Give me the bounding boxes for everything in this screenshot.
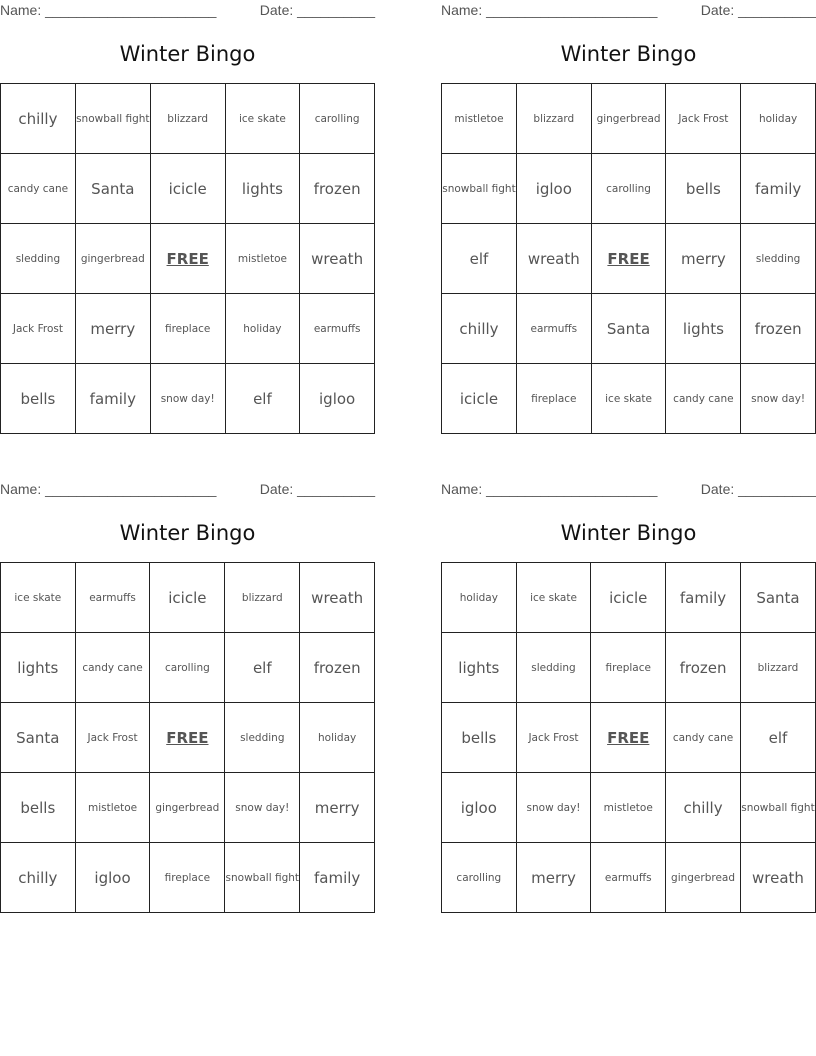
bingo-cell: Jack Frost (666, 84, 741, 154)
bingo-grid (0, 562, 375, 913)
date-field: Date: __________ (700, 2, 816, 18)
free-space: FREE (591, 224, 666, 294)
bingo-cell: frozen (300, 633, 375, 703)
bingo-cell: ice skate (1, 563, 76, 633)
bingo-cell: elf (740, 703, 815, 773)
bingo-cell: snow day! (741, 364, 816, 434)
bingo-cell: icicle (150, 154, 225, 224)
bingo-cell: mistletoe (75, 773, 150, 843)
bingo-cell: mistletoe (442, 84, 517, 154)
bingo-cell: carolling (150, 633, 225, 703)
bingo-cell: bells (666, 154, 741, 224)
bingo-cell: family (666, 563, 741, 633)
bingo-cell: snow day! (150, 364, 225, 434)
bingo-cell: elf (225, 633, 300, 703)
bingo-cell: blizzard (225, 563, 300, 633)
bingo-cell: earmuffs (516, 294, 591, 364)
bingo-cell: lights (225, 154, 300, 224)
bingo-cell: igloo (516, 154, 591, 224)
bingo-cell: merry (75, 294, 150, 364)
bingo-cell: ice skate (516, 563, 591, 633)
date-field: Date: __________ (259, 481, 375, 497)
bingo-cell: elf (442, 224, 517, 294)
bingo-cell: wreath (300, 224, 375, 294)
bingo-cell: gingerbread (591, 84, 666, 154)
bingo-cell: family (741, 154, 816, 224)
bingo-cell: frozen (741, 294, 816, 364)
card-title: Winter Bingo (119, 42, 256, 66)
free-space: FREE (591, 703, 666, 773)
bingo-cell: blizzard (740, 633, 815, 703)
card-header (441, 479, 816, 499)
bingo-cell: chilly (1, 843, 76, 913)
bingo-cell: fireplace (150, 294, 225, 364)
bingo-cell: bells (1, 773, 76, 843)
bingo-cell: wreath (740, 843, 815, 913)
name-field: Name: ______________________ (0, 2, 217, 18)
bingo-cell: merry (300, 773, 375, 843)
bingo-cell: lights (442, 633, 517, 703)
bingo-card-4 (441, 479, 816, 887)
card-header (0, 479, 375, 499)
date-field: Date: __________ (259, 2, 375, 18)
bingo-cell: carolling (300, 84, 375, 154)
bingo-cell: lights (666, 294, 741, 364)
bingo-cell: earmuffs (75, 563, 150, 633)
bingo-cell: Santa (591, 294, 666, 364)
bingo-card-3 (0, 479, 375, 887)
bingo-cell: snow day! (225, 773, 300, 843)
bingo-cell: sledding (225, 703, 300, 773)
bingo-cell: snow day! (516, 773, 591, 843)
free-space: FREE (150, 224, 225, 294)
bingo-cell: bells (442, 703, 517, 773)
date-field: Date: __________ (700, 481, 816, 497)
bingo-cell: snowball fight (740, 773, 815, 843)
bingo-cell: ice skate (225, 84, 300, 154)
bingo-cell: merry (666, 224, 741, 294)
bingo-cell: earmuffs (591, 843, 666, 913)
bingo-cell: holiday (300, 703, 375, 773)
bingo-cell: icicle (442, 364, 517, 434)
bingo-cell: sledding (741, 224, 816, 294)
bingo-cell: candy cane (666, 364, 741, 434)
bingo-cell: sledding (516, 633, 591, 703)
bingo-cell: sledding (1, 224, 76, 294)
bingo-cell: wreath (300, 563, 375, 633)
bingo-cell: gingerbread (150, 773, 225, 843)
bingo-cell: candy cane (666, 703, 741, 773)
bingo-cell: Santa (75, 154, 150, 224)
bingo-cell: frozen (300, 154, 375, 224)
bingo-cell: Jack Frost (75, 703, 150, 773)
bingo-cell: earmuffs (300, 294, 375, 364)
bingo-cell: Santa (1, 703, 76, 773)
bingo-cell: bells (1, 364, 76, 434)
bingo-cell: chilly (442, 294, 517, 364)
bingo-cell: snowball fight (225, 843, 300, 913)
card-header (0, 0, 375, 20)
bingo-cell: Jack Frost (1, 294, 76, 364)
bingo-cell: fireplace (516, 364, 591, 434)
card-title: Winter Bingo (560, 42, 697, 66)
bingo-cell: gingerbread (75, 224, 150, 294)
bingo-grid (0, 83, 375, 434)
bingo-cell: igloo (442, 773, 517, 843)
bingo-cell: Jack Frost (516, 703, 591, 773)
bingo-cell: chilly (1, 84, 76, 154)
bingo-grid (441, 562, 816, 913)
bingo-cell: igloo (300, 364, 375, 434)
bingo-cell: mistletoe (591, 773, 666, 843)
card-title: Winter Bingo (119, 521, 256, 545)
bingo-cell: frozen (666, 633, 741, 703)
bingo-cell: lights (1, 633, 76, 703)
bingo-cell: candy cane (1, 154, 76, 224)
bingo-cell: carolling (442, 843, 517, 913)
bingo-cell: family (75, 364, 150, 434)
bingo-cell: holiday (442, 563, 517, 633)
bingo-card-1 (0, 0, 375, 408)
bingo-cell: Santa (740, 563, 815, 633)
card-title: Winter Bingo (560, 521, 697, 545)
bingo-cell: fireplace (150, 843, 225, 913)
name-field: Name: ______________________ (441, 481, 658, 497)
bingo-cell: carolling (591, 154, 666, 224)
name-field: Name: ______________________ (441, 2, 658, 18)
bingo-cell: wreath (516, 224, 591, 294)
bingo-cell: fireplace (591, 633, 666, 703)
bingo-cell: icicle (591, 563, 666, 633)
name-field: Name: ______________________ (0, 481, 217, 497)
bingo-cell: ice skate (591, 364, 666, 434)
free-space: FREE (150, 703, 225, 773)
bingo-cell: elf (225, 364, 300, 434)
bingo-cell: igloo (75, 843, 150, 913)
bingo-cell: holiday (741, 84, 816, 154)
bingo-cell: merry (516, 843, 591, 913)
bingo-cell: mistletoe (225, 224, 300, 294)
bingo-cell: holiday (225, 294, 300, 364)
card-header (441, 0, 816, 20)
bingo-cell: chilly (666, 773, 741, 843)
bingo-cell: blizzard (150, 84, 225, 154)
bingo-cell: gingerbread (666, 843, 741, 913)
bingo-cell: icicle (150, 563, 225, 633)
bingo-cell: candy cane (75, 633, 150, 703)
bingo-cell: snowball fight (442, 154, 517, 224)
bingo-cell: family (300, 843, 375, 913)
bingo-grid (441, 83, 816, 434)
bingo-cell: blizzard (516, 84, 591, 154)
bingo-card-2 (441, 0, 816, 408)
bingo-cell: snowball fight (75, 84, 150, 154)
